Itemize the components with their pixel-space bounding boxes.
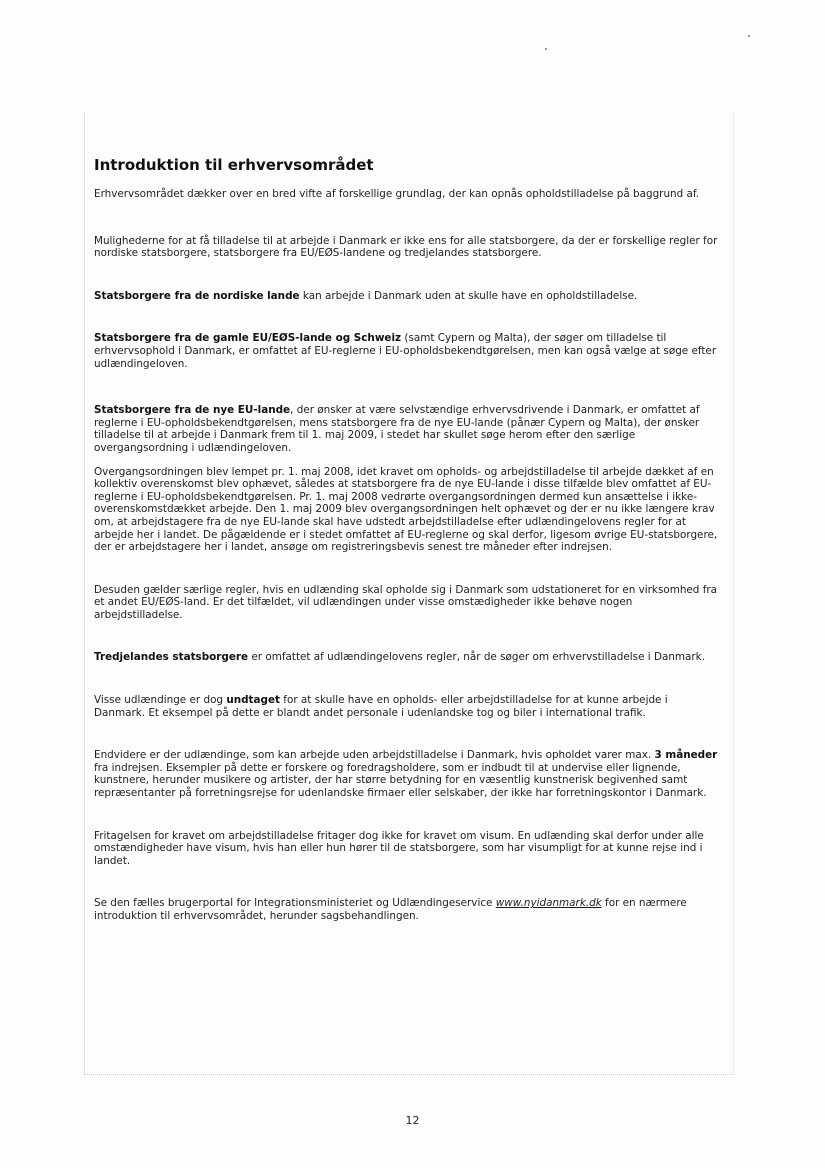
exempt-text-pre: Visse udlændinge er dog (94, 694, 227, 707)
third-country-text: er omfattet af udlændingelovens regler, når de søger om erhvervstilladelse i Danmark. (248, 651, 705, 664)
exempt-text: for at skulle have en opholds- eller arbejdstilladelse for at kunne arbejde i Danmark. Et eksempel på dette er blandt andet personale i udenlandske tog og biler i international trafik. (94, 694, 668, 719)
short-stay-text-pre: Endvidere er der udlændinge, som kan arbejde uden arbejdstilladelse i Danmark, hvis opholdet varer max. (94, 749, 655, 762)
posted-workers-paragraph: Desuden gælder særlige regler, hvis en udlænding skal opholde sig i Danmark som udstationeret for en virksomhed fra et andet EU/EØS-land. Er det tilfældet, vil udlændingen under visse omstædigheder ikke behøve nogen arbejdstilladelse. (94, 583, 718, 621)
nordic-heading: Statsborgere fra de nordiske lande (94, 289, 300, 302)
document-body (94, 156, 718, 923)
portal-link[interactable]: www.nyidanmark.dk (495, 897, 602, 910)
intro-paragraph: Erhvervsområdet dækker over en bred vifte af forskellige grundlag, der kan opnås opholdstilladelse på baggrund af. (94, 188, 700, 200)
exempt-keyword: undtaget (226, 694, 280, 707)
new-eu-paragraph (94, 404, 718, 454)
nordic-text: kan arbejde i Danmark uden at skulle have en opholdstilladelse. (299, 289, 638, 302)
nordic-paragraph (94, 290, 718, 303)
rules-overview-paragraph: Mulighederne for at få tilladelse til at arbejde i Danmark er ikke ens for alle statsborgere, da der er forskellige regler for nordiske statsborgere, statsborgere fra EU/EØS-landene og tredjelandes statsborgere. (94, 234, 718, 260)
portal-text-pre: Se den fælles brugerportal for Integrationsministeriet og Udlændingeservice (94, 897, 496, 910)
new-eu-text: , der ønsker at være selvstændige erhvervsdrivende i Danmark, er omfattet af reglerne i EU-opholdsbekendtgørelsen, mens statsborgere fra de nye EU-lande (pånær Cypern og Malta), der ønsker tilladelse til at arbejde i Danmark frem til 1. maj 2009, i stedet har skullet søge herom efter den særlige overgangsordning i udlændingeloven. (94, 404, 700, 454)
portal-text: for en nærmere introduktion til erhvervsområdet, herunder sagsbehandlingen. (94, 897, 687, 922)
transition-paragraph: Overgangsordningen blev lempet pr. 1. maj 2008, idet kravet om opholds- og arbejdstilladelse til arbejde dækket af en kollektiv overenskomst blev ophævet, således at statsborgere fra de nye EU-lande i disse tilfælde blev omfattet af EU-reglerne i EU-opholdsbekendtgørelsen. Pr. 1. maj 2008 vedrørte overgangsordningen dermed kun ansættelse i ikke-overenskomstdækket arbejde. Den 1. maj 2009 blev overgangsordningen helt ophævet og der er nu ikke længere krav om, at arbejdstagere fra de nye EU-lande skal have udstedt arbejdstilladelse efter udlændingelovens regler for at arbejde her i landet. De pågældende er i stedet omfattet af EU-reglerne og skal derfor, ligesom øvrige EU-statsborgere, der er arbejdstagere her i landet, ansøge om registreringsbevis senest tre måneder efter indrejsen. (94, 465, 718, 554)
portal-paragraph (94, 897, 718, 922)
old-eu-text: (samt Cypern og Malta), der søger om tilladelse til erhvervsophold i Danmark, er omfattet af EU-reglerne i EU-opholdsbekendtgørelsen, men kan også vælge at søge efter udlændingeloven. (94, 332, 717, 370)
short-stay-duration: 3 måneder (654, 749, 718, 762)
new-eu-heading: Statsborgere fra de nye EU-lande (94, 404, 291, 417)
scan-speck (545, 48, 547, 50)
page-number: 12 (405, 1114, 420, 1127)
visa-paragraph: Fritagelsen for kravet om arbejdstilladelse fritager dog ikke for kravet om visum. En udlænding skal derfor under alle omstændigheder have visum, hvis han eller hun hører til de statsborgere, som har visumpligt for at kunne rejse ind i landet. (94, 829, 704, 867)
old-eu-heading: Statsborgere fra de gamle EU/EØS-lande og Schweiz (94, 332, 402, 345)
short-stay-text: fra indrejsen. Eksempler på dette er forskere og foredragsholdere, som er indbudt til at undervise eller lignende, kunstnere, herunder musikere og artister, der har større betydning for en væsentlig kunstnerisk begivenhed samt repræsentanter på forretningsrejse for udenlandske firmaer eller selskaber, der ikke har forretningskontor i Danmark. (94, 761, 707, 800)
old-eu-paragraph (94, 332, 718, 370)
scan-speck (748, 35, 750, 37)
short-stay-paragraph (94, 749, 718, 799)
exempt-paragraph (94, 694, 718, 719)
third-country-paragraph (94, 651, 718, 664)
third-country-heading: Tredjelandes statsborgere (94, 651, 249, 664)
page-title: Introduktion til erhvervsområdet (94, 156, 374, 174)
